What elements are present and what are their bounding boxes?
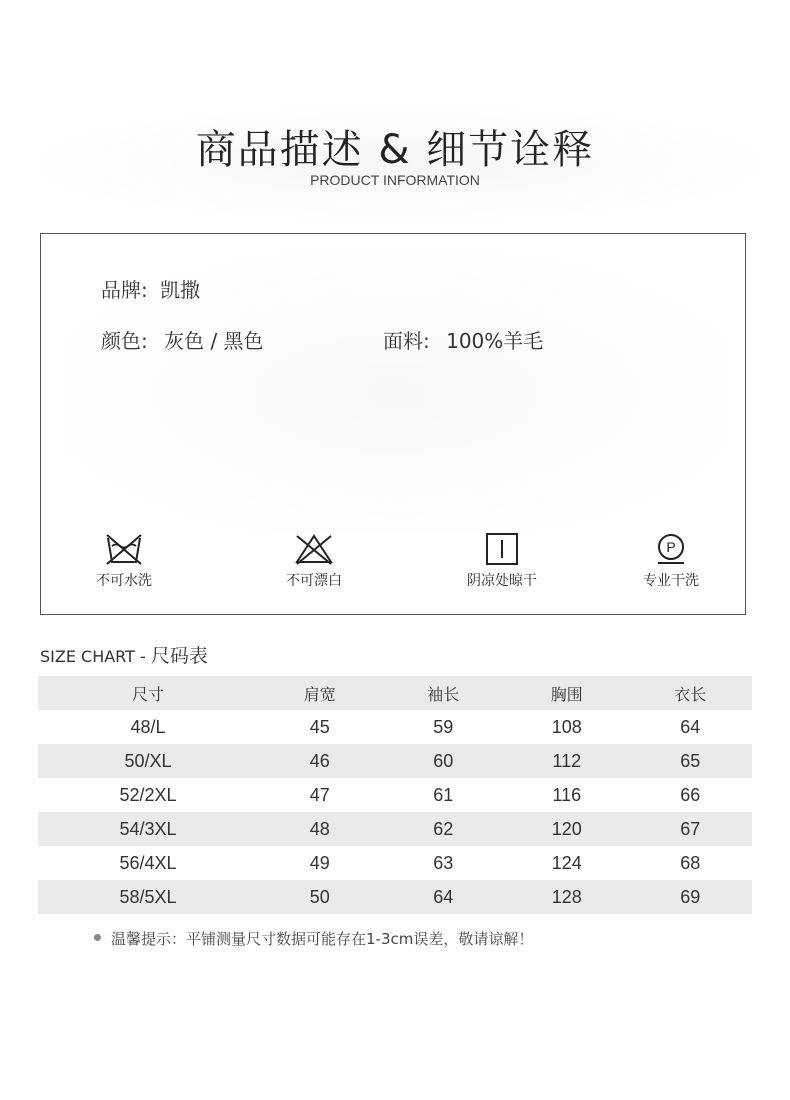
no-bleach-icon [294,532,334,566]
measurement-note [94,928,533,949]
care-item-no-bleach [254,532,374,590]
shade-dry-icon [482,532,522,566]
table-header-row [38,676,752,710]
fabric-value: 100%羊毛 [446,329,544,353]
table-cell: 62 [433,818,454,839]
table-cell: 112 [552,750,582,771]
size-table [38,676,752,914]
table-cell: 63 [433,852,454,873]
care-label: 阴凉处晾干 [467,573,537,589]
care-label: 不可漂白 [286,573,342,589]
table-cell: 116 [552,784,582,805]
product-info-box [40,233,746,615]
no-wash-icon [104,532,144,566]
color-value: 灰色 / 黑色 [164,329,264,353]
care-item-no-wash [64,532,184,590]
dry-clean-icon [651,532,691,566]
brand-label: 品牌: [101,278,148,302]
table-row [38,812,752,846]
table-cell: 56/4XL [119,852,177,873]
page-subtitle: PRODUCT INFORMATION [310,172,480,188]
table-row [38,710,752,744]
table-cell: 59 [433,716,454,737]
note-text: 温馨提示：平铺测量尺寸数据可能存在1-3cm误差，敬请谅解！ [111,930,534,948]
table-cell: 50/XL [124,750,172,771]
table-cell: 60 [433,750,454,771]
table-cell: 108 [551,716,582,737]
table-cell: 120 [551,818,582,839]
col-header-size: 尺寸 [132,684,165,704]
color-label: 颜色: [101,329,148,353]
table-cell: 49 [309,852,330,873]
care-label: 专业干洗 [643,573,699,589]
fabric-label: 面料: [383,329,430,353]
fabric-row [383,325,543,354]
table-cell: 64 [680,716,701,737]
brand-value: 凯撒 [160,278,201,302]
table-cell: 58/5XL [119,886,177,907]
table-cell: 46 [309,750,330,771]
table-row [38,778,752,812]
col-header-length: 衣长 [674,684,707,704]
table-row [38,846,752,880]
table-cell: 45 [309,716,330,737]
size-chart-title [40,641,208,668]
care-item-dry-clean [611,532,731,590]
table-cell: 47 [309,784,330,805]
table-cell: 50 [309,886,330,907]
table-cell: 128 [551,886,582,907]
table-cell: 52/2XL [119,784,177,805]
col-header-sleeve: 袖长 [427,684,460,704]
svg-text:P: P [666,539,676,555]
brand-row [101,274,200,303]
table-cell: 66 [680,784,701,805]
table-cell: 67 [680,818,701,839]
table-row [38,744,752,778]
table-cell: 48/L [130,716,166,737]
table-cell: 68 [680,852,701,873]
table-cell: 54/3XL [119,818,177,839]
col-header-shoulder: 肩宽 [303,684,336,704]
size-chart-title-cn: 尺码表 [150,645,208,667]
page-title: 商品描述 & 细节诠释 [195,127,595,173]
care-item-shade-dry [442,532,562,590]
table-cell: 124 [551,852,582,873]
color-row [101,325,264,354]
table-cell: 61 [433,784,454,805]
care-label: 不可水洗 [96,573,152,589]
table-cell: 69 [680,886,701,907]
col-header-chest: 胸围 [550,684,583,704]
table-cell: 65 [680,750,701,771]
table-cell: 64 [433,886,454,907]
table-cell: 48 [309,818,330,839]
size-chart-title-en: SIZE CHART - [40,647,146,666]
table-row [38,880,752,914]
bullet-icon [94,934,101,941]
